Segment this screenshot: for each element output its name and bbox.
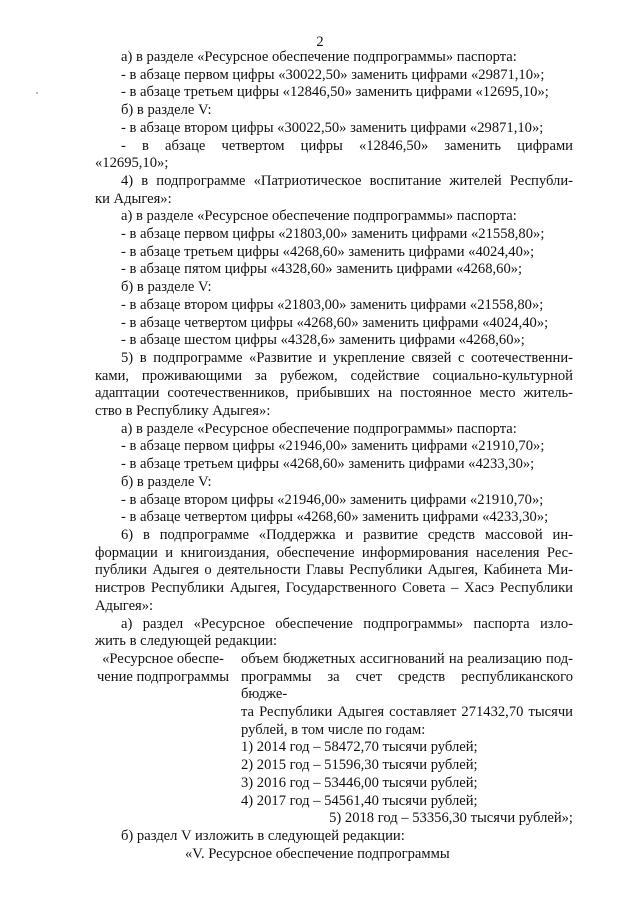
text-line: «12695,10»;	[95, 155, 169, 172]
text-line: а) в разделе «Ресурсное обеспечение подпрограммы» паспорта:	[121, 49, 517, 65]
text-line: - в абзаце третьем цифры «4268,60» заменить цифрами «4233,30»;	[121, 456, 535, 473]
text-line: - в абзаце втором цифры «21946,00» заменить цифрами «21910,70»;	[121, 491, 544, 508]
text-line: 6) в подпрограмме «Поддержка и развитие средств массовой ин-	[121, 526, 573, 543]
text-line: - в абзаце четвертом цифры «4268,60» заменить цифрами «4024,40»;	[121, 314, 549, 331]
text-line: а) в разделе «Ресурсное обеспечение подпрограммы» паспорта:	[121, 208, 517, 225]
text-line: формации и книгоиздания, обеспечение информирования населения Рес-	[95, 544, 573, 561]
text-line: - в абзаце первом цифры «30022,50» заменить цифрами «29871,10»;	[121, 66, 545, 83]
text-line: ство в Республику Адыгея»:	[95, 403, 271, 420]
text-line: - в абзаце четвертом цифры «4268,60» заменить цифрами «4233,30»;	[121, 509, 549, 526]
resource-text-line: 3) 2016 год – 53446,00 тысячи рублей;	[241, 774, 478, 791]
text-line: ками, проживающими за рубежом, содействие социально-культурной	[95, 367, 573, 384]
amendment-paragraphs	[95, 49, 573, 651]
text-line: публики Адыгея о деятельности Главы Республики Адыгея, Кабинета Ми-	[95, 562, 573, 579]
text-line: - в абзаце втором цифры «21803,00» заменить цифрами «21558,80»;	[121, 296, 544, 313]
resource-provision-text	[241, 651, 573, 828]
resource-text-line: 5) 2018 год – 53356,30 тысячи рублей»;	[329, 810, 573, 827]
text-line: ки Адыгея»:	[95, 190, 172, 207]
resource-text-line: объем бюджетных ассигнований на реализацию под-	[241, 650, 573, 667]
text-line: «V. Ресурсное обеспечение подпрограммы	[185, 845, 450, 862]
text-line: - в абзаце третьем цифры «12846,50» заменить цифрами «12695,10»;	[121, 84, 549, 101]
text-line: б) в разделе V:	[121, 473, 212, 490]
text-line: б) в разделе V:	[121, 102, 212, 119]
text-line: б) раздел V изложить в следующей редакции:	[121, 827, 405, 844]
resource-provision-block	[95, 651, 573, 828]
resource-label-line: «Ресурсное обеспе-	[102, 650, 224, 667]
text-line: а) раздел «Ресурсное обеспечение подпрограммы» паспорта изло-	[121, 615, 573, 632]
text-line: - в абзаце четвертом цифры «12846,50» заменить цифрами	[121, 137, 573, 154]
text-line: - в абзаце третьем цифры «4268,60» заменить цифрами «4024,40»;	[121, 243, 535, 260]
text-line: а) в разделе «Ресурсное обеспечение подпрограммы» паспорта:	[121, 420, 517, 437]
text-line: - в абзаце первом цифры «21803,00» заменить цифрами «21558,80»;	[121, 226, 545, 243]
text-line: 4) в подпрограмме «Патриотическое воспитание жителей Республи-	[121, 172, 573, 189]
resource-label-line: чение подпрограммы	[96, 668, 230, 685]
text-line: - в абзаце шестом цифры «4328,6» заменить цифрами «4268,60»;	[121, 332, 525, 349]
text-line: - в абзаце втором цифры «30022,50» заменить цифрами «29871,10»;	[121, 119, 544, 136]
page-number: 2	[316, 34, 324, 50]
section-v-paragraphs	[95, 828, 573, 863]
text-line: нистров Республики Адыгея, Государственного Совета – Хасэ Республики	[95, 580, 573, 597]
resource-text-line: та Республики Адыгея составляет 271432,70 тысячи	[241, 704, 573, 721]
document-body	[95, 49, 573, 863]
text-line: 5) в подпрограмме «Развитие и укрепление связей с соотечественни-	[121, 349, 573, 366]
resource-text-line: 1) 2014 год – 58472,70 тысячи рублей;	[241, 739, 478, 756]
resource-text-line: рублей, в том числе по годам:	[241, 721, 426, 738]
text-line: - в абзаце пятом цифры «4328,60» заменить цифрами «4268,60»;	[121, 261, 523, 278]
resource-text-line: 2) 2015 год – 51596,30 тысячи рублей;	[241, 757, 478, 774]
resource-text-line: программы за счет средств республиканского бюдже-	[241, 668, 573, 703]
resource-provision-label	[95, 651, 231, 828]
text-line: Адыгея»:	[95, 597, 154, 614]
scan-mark	[36, 92, 38, 94]
text-line: б) в разделе V:	[121, 279, 212, 296]
text-line: - в абзаце первом цифры «21946,00» заменить цифрами «21910,70»;	[121, 438, 545, 455]
text-line: жить в следующей редакции:	[95, 633, 278, 650]
resource-text-line: 4) 2017 год – 54561,40 тысячи рублей;	[241, 792, 478, 809]
text-line: адаптации соотечественников, прибывших на постоянное место житель-	[95, 385, 573, 402]
